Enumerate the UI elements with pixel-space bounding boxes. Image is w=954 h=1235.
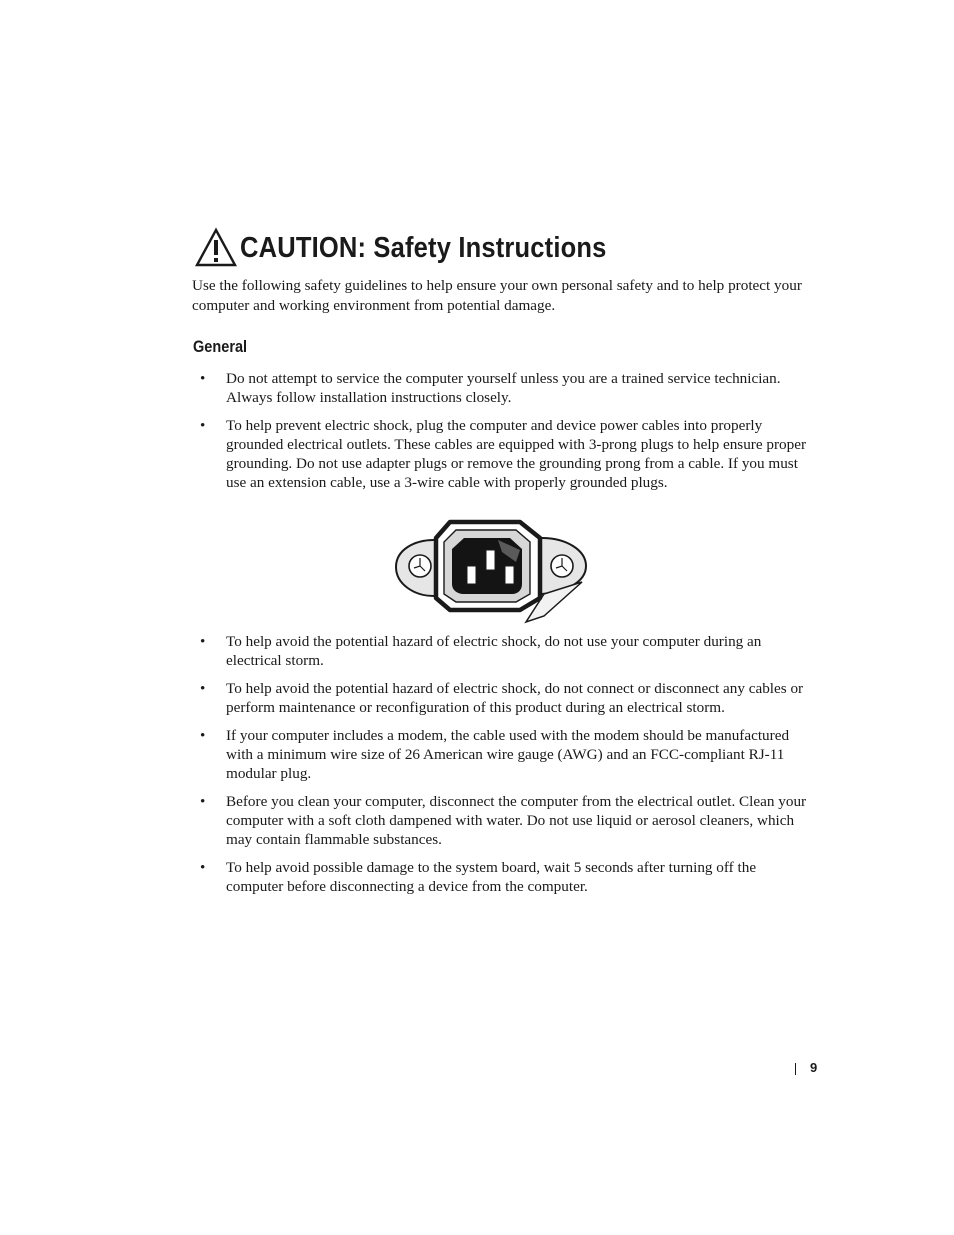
list-item <box>192 369 810 407</box>
title-row <box>194 226 656 270</box>
caution-triangle-icon <box>194 227 238 269</box>
bullet-icon: • <box>200 680 206 697</box>
list-item <box>192 792 810 849</box>
page-title: CAUTION: Safety Instructions <box>240 231 607 264</box>
list-item-text: To help avoid the potential hazard of electric shock, do not use your computer during an electrical storm. <box>226 633 762 669</box>
intro-paragraph: Use the following safety guidelines to help ensure your own personal safety and to help protect your computer and working environment from potential damage. <box>192 277 802 314</box>
list-item-text: Before you clean your computer, disconnect the computer from the electrical outlet. Clean your computer with a soft cloth dampened with water. Do not use liquid or aerosol cleaners, which may contain flammable substances. <box>226 793 807 848</box>
bullet-icon: • <box>200 793 206 810</box>
footer-divider <box>795 1063 796 1075</box>
list-item-text: To help avoid possible damage to the system board, wait 5 seconds after turning off the computer before disconnecting a device from the computer. <box>226 859 757 895</box>
section-heading-general: General <box>193 338 248 356</box>
safety-list-first <box>192 369 810 501</box>
list-item-text: Do not attempt to service the computer yourself unless you are a trained service technician. Always follow installation instructions closely. <box>226 370 781 406</box>
safety-list-second <box>192 632 810 905</box>
bullet-icon: • <box>200 417 206 434</box>
page-number: 9 <box>810 1060 818 1075</box>
bullet-icon: • <box>200 859 206 876</box>
list-item <box>192 726 810 783</box>
list-item-text: To help avoid the potential hazard of electric shock, do not connect or disconnect any cables or perform maintenance or reconfiguration of this product during an electrical storm. <box>226 680 804 716</box>
list-item-text: To help prevent electric shock, plug the computer and device power cables into properly grounded electrical outlets. These cables are equipped with 3-prong plugs to help ensure proper grounding. Do not use adapter plugs or remove the grounding prong from a cable. If you must use an extension cable, use a 3-wire cable with properly grounded plugs. <box>226 417 807 491</box>
page-footer <box>795 1060 817 1075</box>
list-item <box>192 858 810 896</box>
list-item <box>192 416 810 492</box>
bullet-icon: • <box>200 727 206 744</box>
bullet-icon: • <box>200 633 206 650</box>
list-item <box>192 679 810 717</box>
list-item-text: If your computer includes a modem, the cable used with the modem should be manufactured with a minimum wire size of 26 American wire gauge (AWG) and an FCC-compliant RJ-11 modular plug. <box>226 727 790 782</box>
power-connector-illustration-icon <box>394 518 588 626</box>
bullet-icon: • <box>200 370 206 387</box>
list-item <box>192 632 810 670</box>
